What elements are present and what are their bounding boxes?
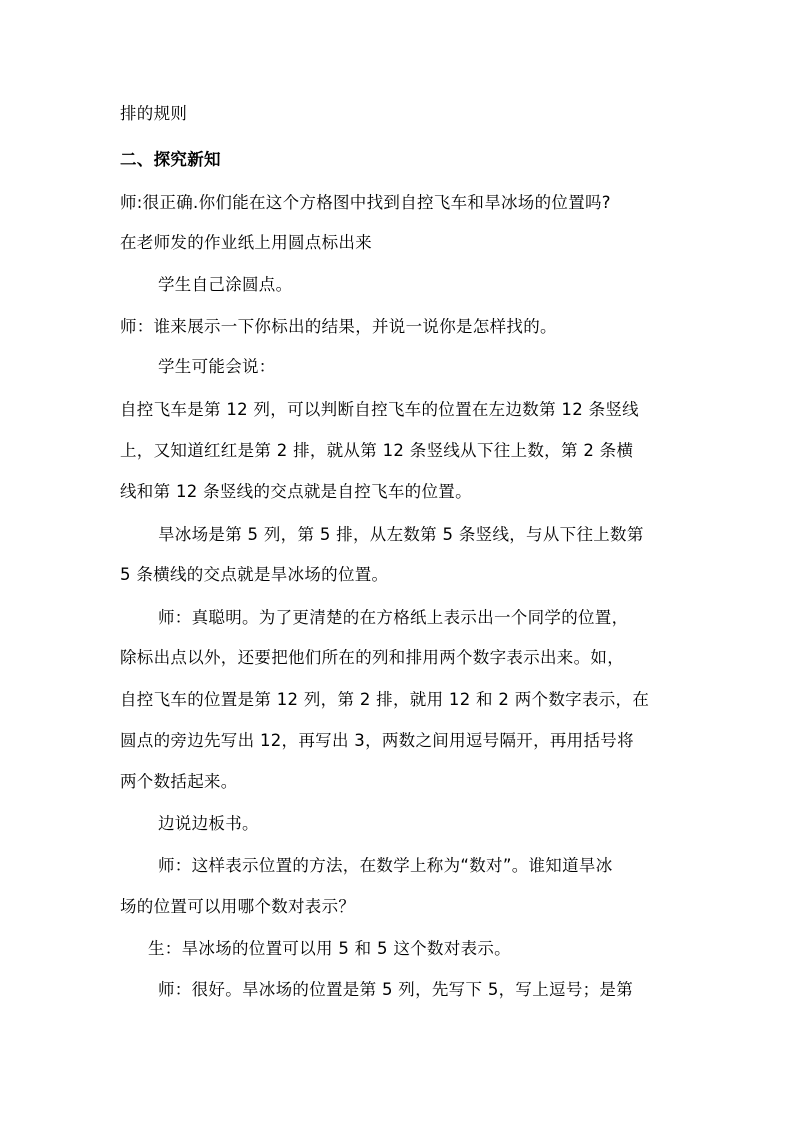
text-line-8: 自控飞车是第 12 列，可以判断自控飞车的位置在左边数第 12 条竖线 — [120, 400, 639, 419]
text-line-4: 在老师发的作业纸上用圆点标出来 — [120, 233, 372, 252]
text-line-17: 两个数括起来。 — [120, 772, 238, 791]
text-line-16: 圆点的旁边先写出 12，再写出 3，两数之间用逗号隔开，再用括号将 — [120, 731, 634, 750]
text-line-12: 5 条横线的交点就是旱冰场的位置。 — [120, 565, 389, 584]
text-line-10: 线和第 12 条竖线的交点就是自控飞车的位置。 — [120, 482, 472, 501]
text-line-11: 旱冰场是第 5 列，第 5 排，从左数第 5 条竖线，与从下往上数第 — [158, 525, 644, 544]
text-line-13: 师：真聪明。为了更清楚的在方格纸上表示出一个同学的位置， — [158, 608, 629, 627]
text-line-18: 边说边板书。 — [158, 814, 259, 833]
text-line-19: 师：这样表示位置的方法，在数学上称为“数对”。谁知道旱冰 — [158, 856, 613, 875]
section-heading: 二、探究新知 — [120, 150, 221, 169]
text-line-3: 师:很正确.你们能在这个方格图中找到自控飞车和旱冰场的位置吗? — [120, 193, 611, 212]
text-line-6: 师：谁来展示一下你标出的结果，并说一说你是怎样找的。 — [120, 317, 557, 336]
text-line-22: 师：很好。旱冰场的位置是第 5 列，先写下 5，写上逗号；是第 — [158, 980, 634, 999]
text-line-20: 场的位置可以用哪个数对表示？ — [120, 897, 356, 916]
text-line-5: 学生自己涂圆点。 — [158, 275, 293, 294]
text-line-21: 生：旱冰场的位置可以用 5 和 5 这个数对表示。 — [148, 939, 511, 958]
text-line-7: 学生可能会说： — [158, 357, 276, 376]
text-line-15: 自控飞车的位置是第 12 列，第 2 排，就用 12 和 2 两个数字表示，在 — [120, 690, 650, 709]
text-line-9: 上，又知道红红是第 2 排，就从第 12 条竖线从下往上数，第 2 条横 — [120, 441, 634, 460]
text-line-1: 排的规则 — [120, 104, 188, 123]
text-line-14: 除标出点以外，还要把他们所在的列和排用两个数字表示出来。如， — [120, 648, 624, 667]
